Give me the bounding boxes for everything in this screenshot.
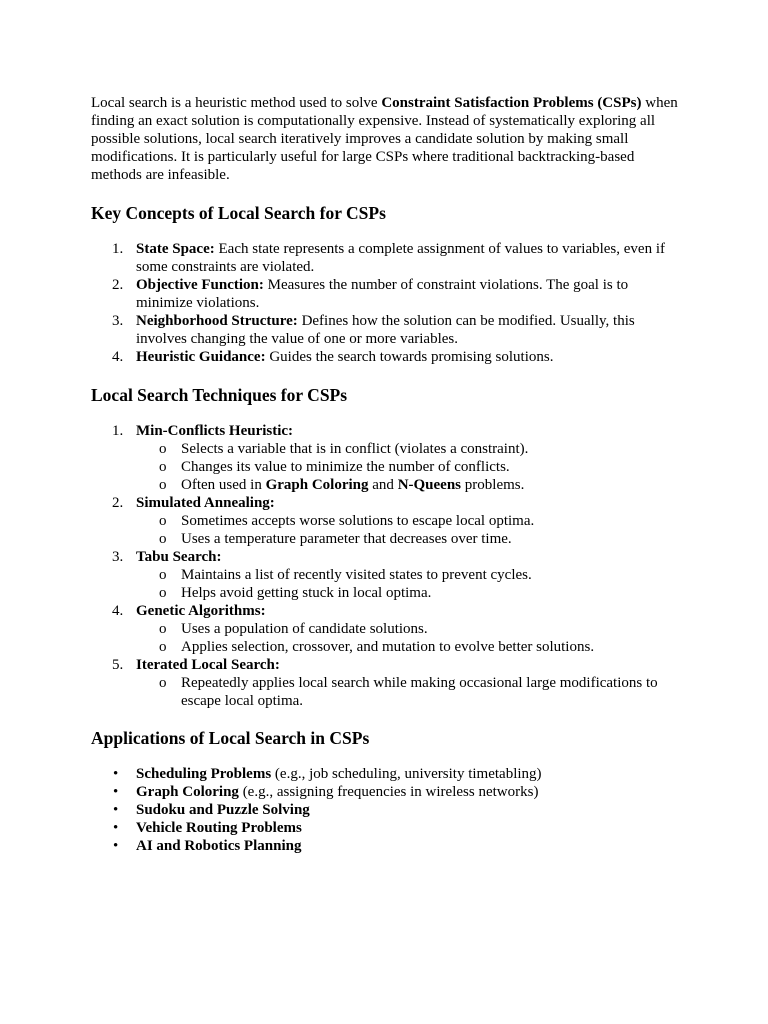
circle-bullet-icon: o — [159, 441, 167, 457]
list-item — [91, 548, 681, 602]
sub-item-text: Often used in — [181, 477, 266, 493]
list-item — [91, 801, 681, 819]
intro-paragraph — [91, 94, 681, 184]
techniques-list — [91, 422, 681, 710]
technique-title: Min-Conflicts Heuristic: — [136, 423, 294, 439]
sub-item-text: Changes its value to minimize the number of conflicts. — [181, 459, 510, 475]
list-item — [91, 312, 681, 348]
sub-item-text: Sometimes accepts worse solutions to escape local optima. — [181, 513, 535, 529]
item-number: 1. — [112, 423, 124, 439]
item-term: Heuristic Guidance: — [136, 349, 266, 365]
item-number: 5. — [112, 657, 124, 673]
document-page — [91, 94, 681, 855]
circle-bullet-icon: o — [159, 639, 167, 655]
sub-list — [136, 620, 681, 656]
application-detail: (e.g., assigning frequencies in wireless networks) — [238, 784, 539, 800]
list-item — [91, 276, 681, 312]
heading-applications: Applications of Local Search in CSPs — [91, 728, 370, 748]
list-item — [91, 602, 681, 656]
circle-bullet-icon: o — [159, 477, 167, 493]
bold-term: Graph Coloring — [265, 477, 369, 493]
intro-text: Local search is a heuristic method used to solve — [91, 95, 382, 111]
circle-bullet-icon: o — [159, 621, 167, 637]
sub-item — [136, 620, 681, 638]
circle-bullet-icon: o — [159, 585, 167, 601]
item-text: Defines how the solution can be modified. Usually, this involves changing the value of one or more variables. — [136, 313, 635, 347]
sub-list — [136, 440, 681, 494]
sub-item — [136, 638, 681, 656]
sub-item — [136, 476, 681, 494]
applications-list — [91, 765, 681, 855]
sub-item-text: Helps avoid getting stuck in local optima. — [181, 585, 432, 601]
list-item — [91, 422, 681, 494]
sub-item-text: and — [368, 477, 398, 493]
intro-text: when finding an exact solution is computationally expensive. Instead of systematically exploring all possible solutions, local search iteratively improves a candidate solution by making small modifications. It is particularly useful for large CSPs where traditional backtracking-based methods are infeasible. — [91, 95, 678, 183]
sub-list — [136, 674, 681, 710]
list-item — [91, 656, 681, 710]
item-term: State Space: — [136, 241, 215, 257]
bullet-icon: • — [113, 802, 119, 818]
circle-bullet-icon: o — [159, 567, 167, 583]
item-number: 2. — [112, 277, 124, 293]
bullet-icon: • — [113, 838, 119, 854]
technique-title: Iterated Local Search: — [136, 657, 280, 673]
item-text: Measures the number of constraint violations. The goal is to minimize violations. — [136, 277, 629, 311]
application-name: Sudoku and Puzzle Solving — [136, 802, 310, 818]
sub-item-text: Applies selection, crossover, and mutation to evolve better solutions. — [181, 639, 595, 655]
list-item — [91, 240, 681, 276]
list-item — [91, 783, 681, 801]
item-term: Neighborhood Structure: — [136, 313, 298, 329]
sub-item-text: Repeatedly applies local search while making occasional large modifications to escape local optima. — [181, 675, 658, 709]
application-name: AI and Robotics Planning — [136, 838, 302, 854]
bullet-icon: • — [113, 820, 119, 836]
sub-item-text: Maintains a list of recently visited states to prevent cycles. — [181, 567, 532, 583]
intro-bold-term: Constraint Satisfaction Problems (CSPs) — [381, 95, 642, 111]
application-name: Vehicle Routing Problems — [136, 820, 302, 836]
circle-bullet-icon: o — [159, 675, 167, 691]
application-name: Scheduling Problems — [136, 766, 272, 782]
item-number: 3. — [112, 549, 124, 565]
item-term: Objective Function: — [136, 277, 264, 293]
sub-item — [136, 440, 681, 458]
list-item — [91, 494, 681, 548]
technique-title: Genetic Algorithms: — [136, 603, 266, 619]
item-number: 3. — [112, 313, 124, 329]
sub-item-text: Selects a variable that is in conflict (violates a constraint). — [181, 441, 529, 457]
bold-term: N-Queens — [397, 477, 462, 493]
sub-item — [136, 512, 681, 530]
item-number: 2. — [112, 495, 124, 511]
item-text: Guides the search towards promising solutions. — [265, 349, 554, 365]
sub-list — [136, 566, 681, 602]
heading-techniques: Local Search Techniques for CSPs — [91, 385, 348, 405]
bullet-icon: • — [113, 784, 119, 800]
sub-item — [136, 530, 681, 548]
list-item — [91, 348, 681, 366]
sub-item-text: problems. — [461, 477, 525, 493]
key-concepts-list — [91, 240, 681, 366]
sub-item-text: Uses a temperature parameter that decreases over time. — [181, 531, 512, 547]
list-item — [91, 765, 681, 783]
circle-bullet-icon: o — [159, 459, 167, 475]
list-item — [91, 819, 681, 837]
sub-list — [136, 512, 681, 548]
technique-title: Simulated Annealing: — [136, 495, 275, 511]
application-detail: (e.g., job scheduling, university timetabling) — [271, 766, 542, 782]
item-number: 4. — [112, 349, 124, 365]
item-number: 1. — [112, 241, 124, 257]
item-number: 4. — [112, 603, 124, 619]
circle-bullet-icon: o — [159, 531, 167, 547]
sub-item-text: Uses a population of candidate solutions. — [181, 621, 428, 637]
technique-title: Tabu Search: — [136, 549, 222, 565]
sub-item — [136, 566, 681, 584]
circle-bullet-icon: o — [159, 513, 167, 529]
sub-item — [136, 458, 681, 476]
bullet-icon: • — [113, 766, 119, 782]
list-item — [91, 837, 681, 855]
item-text: Each state represents a complete assignment of values to variables, even if some constraints are violated. — [136, 241, 665, 275]
sub-item — [136, 674, 681, 710]
heading-key-concepts: Key Concepts of Local Search for CSPs — [91, 203, 386, 223]
application-name: Graph Coloring — [136, 784, 239, 800]
sub-item — [136, 584, 681, 602]
